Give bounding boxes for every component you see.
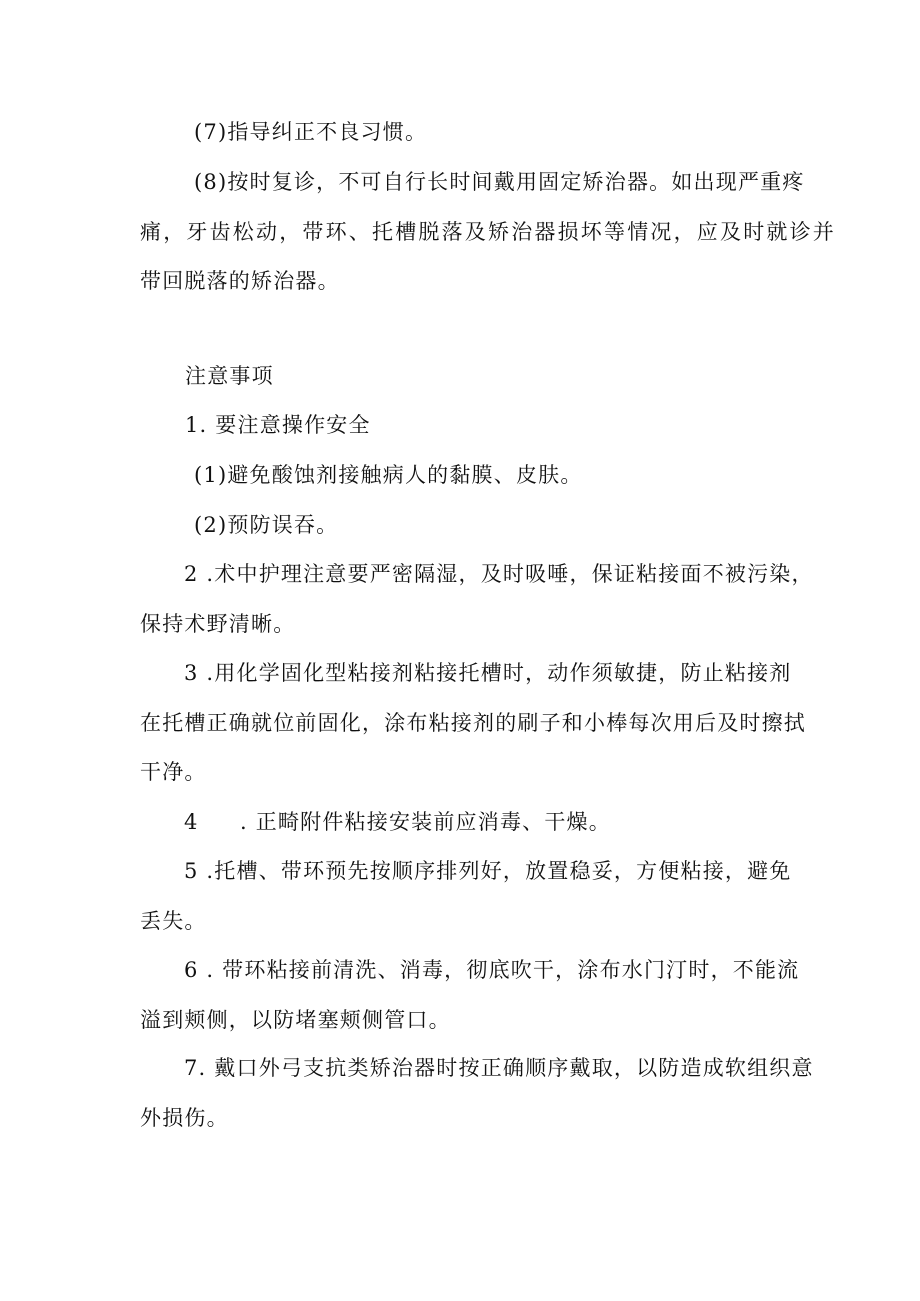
paragraph-8-line-3: 带回脱落的矫治器。 — [140, 269, 340, 293]
section-heading: 注意事项 — [185, 364, 274, 388]
item-2-line-2: 保持术野清晰。 — [140, 612, 296, 636]
item-6-line-1: 6 . 带环粘接前清洗、消毒，彻底吹干，涂布水门汀时，不能流 — [184, 958, 800, 982]
item-4-text: . 正畸附件粘接安装前应消毒、干燥。 — [240, 810, 611, 834]
item-1-title: 1. 要注意操作安全 — [185, 413, 371, 437]
item-6-line-2: 溢到颊侧，以防堵塞颊侧管口。 — [140, 1008, 451, 1032]
item-4-number: 4 — [184, 810, 199, 834]
item-1-subitem-2: (2)预防误吞。 — [194, 513, 339, 537]
paragraph-8-line-2: 痛，牙齿松动，带环、托槽脱落及矫治器损坏等情况，应及时就诊并 — [140, 220, 836, 244]
paragraph-7: (7)指导纠正不良习惯。 — [194, 120, 428, 144]
item-2-line-1: 2 .术中护理注意要严密隔湿，及时吸唾，保证粘接面不被污染， — [184, 562, 814, 586]
item-3-line-1: 3 .用化学固化型粘接剂粘接托槽时，动作须敏捷，防止粘接剂 — [184, 661, 792, 685]
item-5-line-1: 5 .托槽、带环预先按顺序排列好，放置稳妥，方便粘接，避免 — [184, 859, 792, 883]
item-7-line-2: 外损伤。 — [140, 1106, 229, 1130]
item-3-line-3: 干净。 — [140, 760, 207, 784]
paragraph-8-line-1: (8)按时复诊，不可自行长时间戴用固定矫治器。如出现严重疼 — [194, 170, 805, 194]
item-5-line-2: 丢失。 — [140, 909, 207, 933]
item-1-subitem-1: (1)避免酸蚀剂接触病人的黏膜、皮肤。 — [194, 463, 583, 487]
item-7-line-1: 7. 戴口外弓支抗类矫治器时按正确顺序戴取，以防造成软组织意 — [184, 1056, 814, 1080]
item-3-line-2: 在托槽正确就位前固化，涂布粘接剂的刷子和小棒每次用后及时擦拭 — [140, 711, 806, 735]
